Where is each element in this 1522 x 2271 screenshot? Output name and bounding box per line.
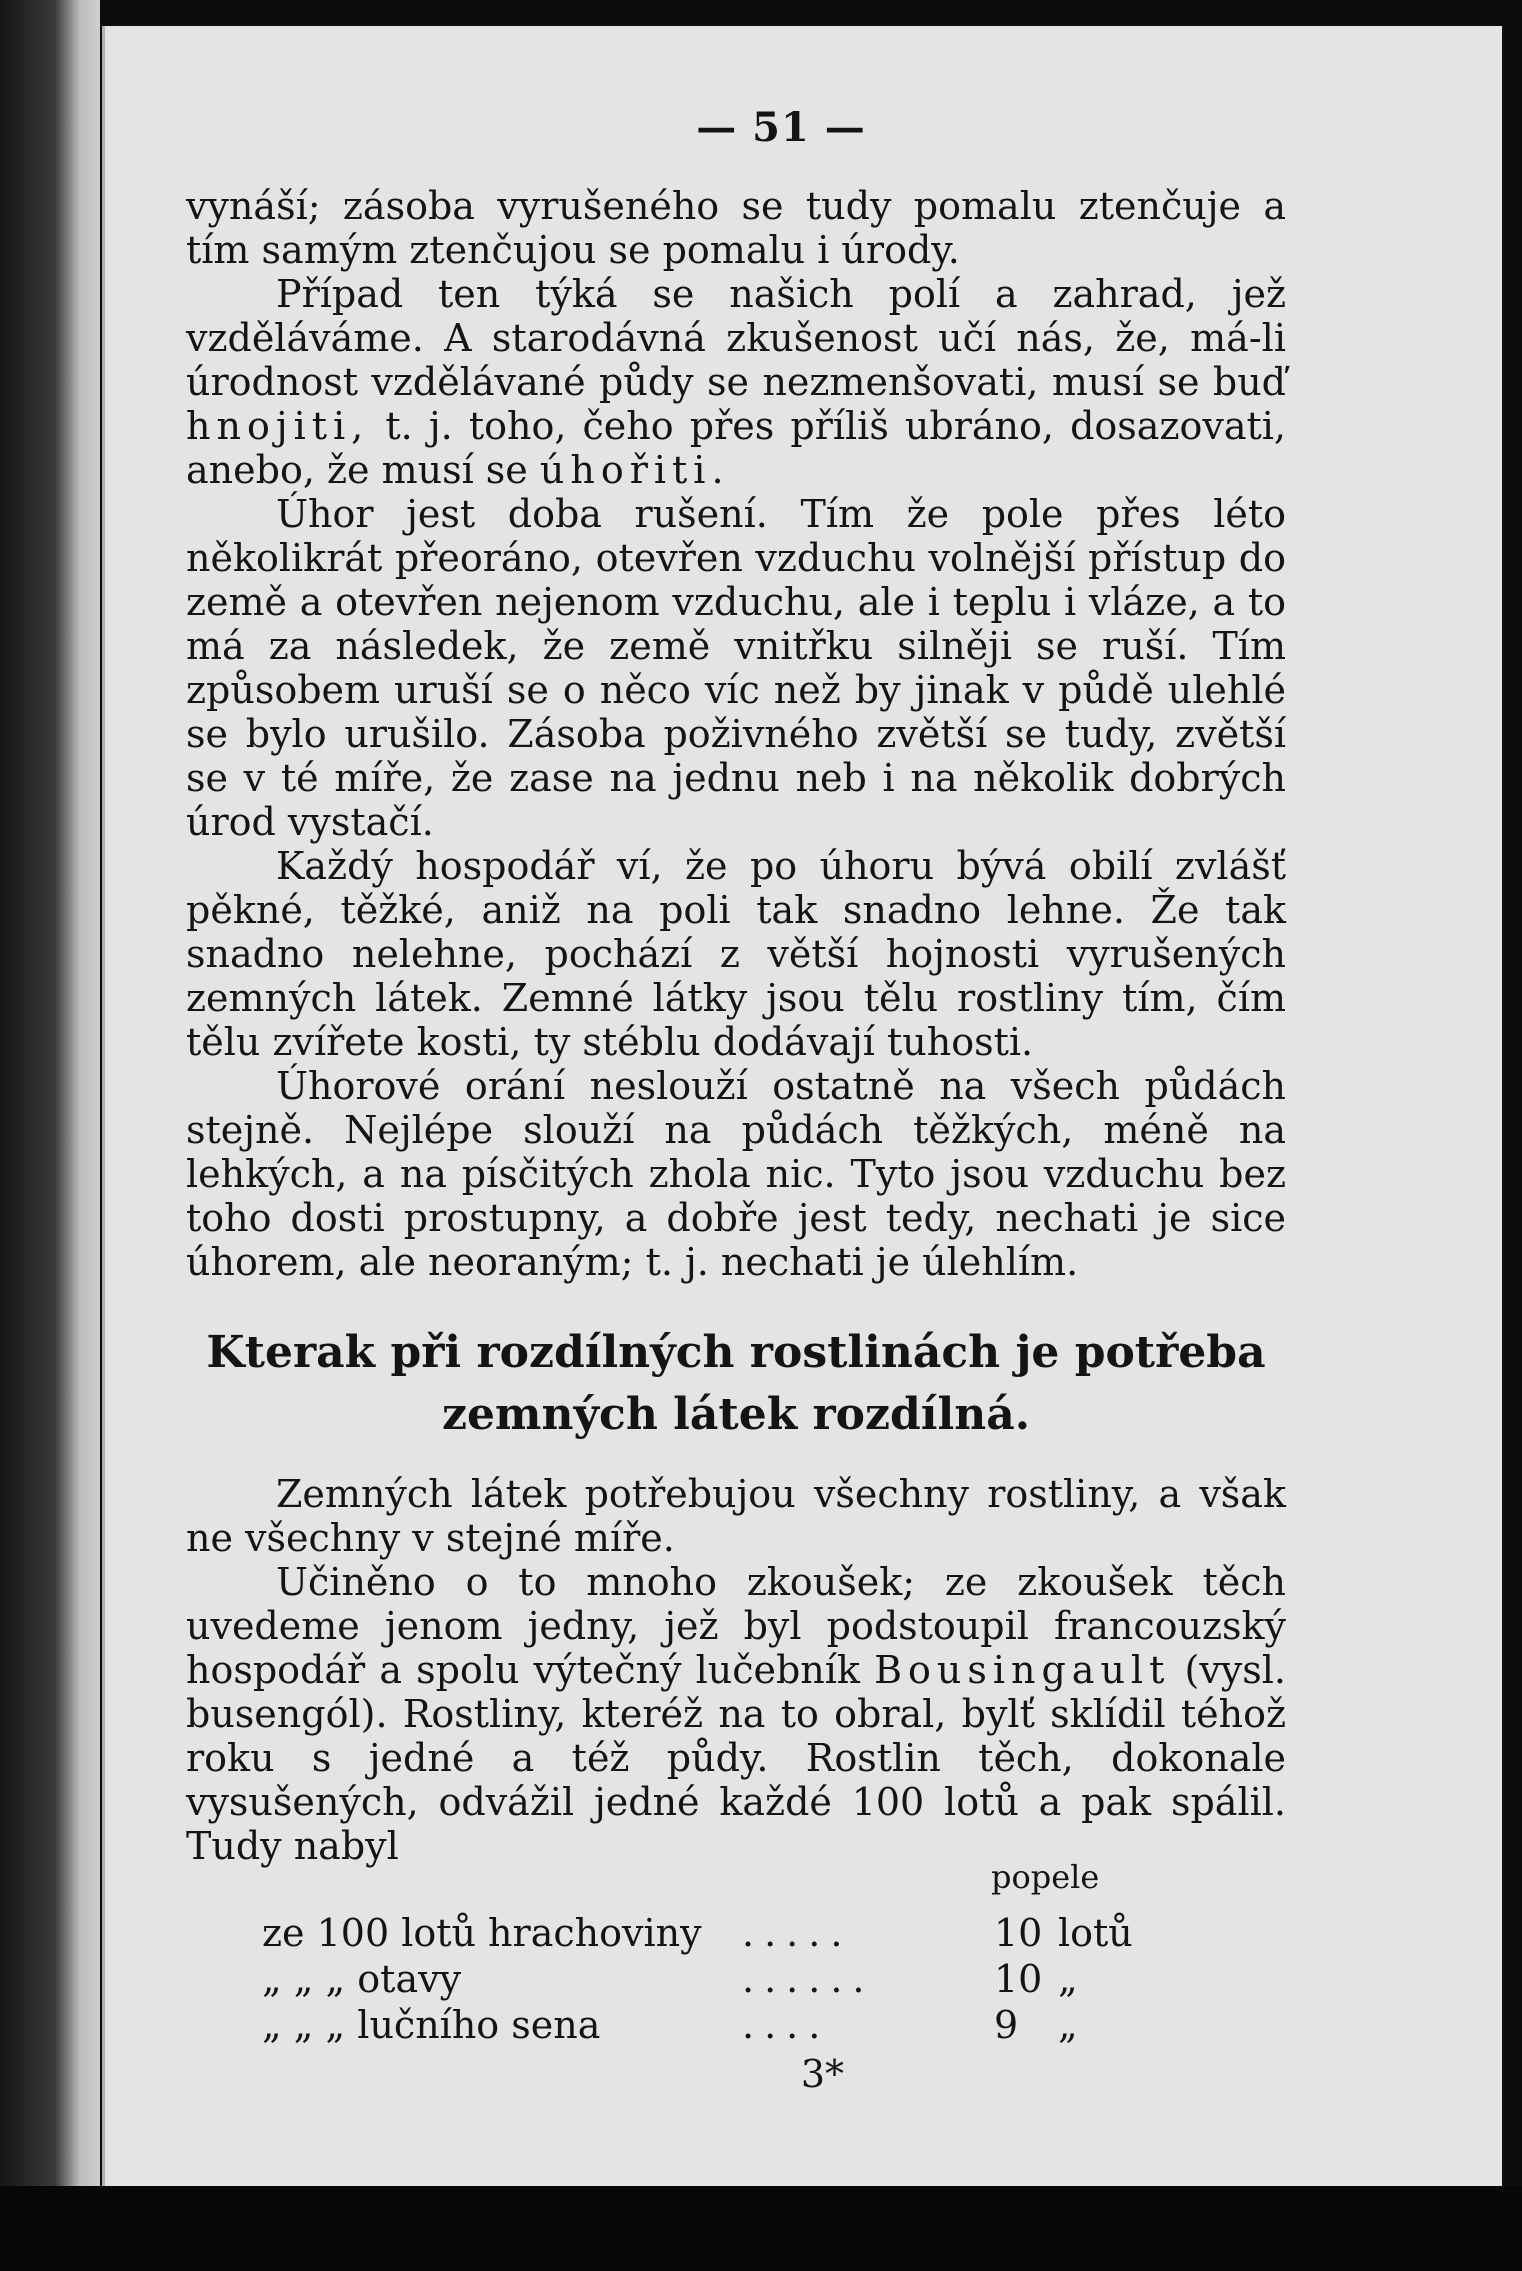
row-value: 10 — [994, 1957, 1043, 2001]
section-heading: Kterak při rozdílných rostlinách je potřeba zemných látek rozdílná. — [206, 1327, 1266, 1440]
paragraph-4: Každý hospodář ví, že po úhoru bývá obilí zvlášť pěkné, těžké, aniž na poli tak snadno lehne. Že tak snadno nelehne, pochází z větší hojnosti vyrušených zemných látek. Zemné látky jsou tělu rostliny tím, čím tělu zvířete kosti, ty stéblu dodávají tuhosti. — [186, 844, 1286, 1064]
paragraph-5: Úhorové orání neslouží ostatně na všech půdách stejně. Nejlépe slouží na půdách těžkých, méně na lehkých, a na písčitých zhola nic. Tyto jsou vzduchu bez toho dosti prostupny, a dobře jest tedy, nechati je sice úhorem, ale neoraným; t. j. nechati je úlehlím. — [186, 1064, 1286, 1284]
paragraph-7-end: (vysl. busengól). Rostliny, kteréž na to obral, bylť sklídil téhož roku s jedné a též půdy. Rostlin těch, dokonale vysušených, odvážil jedné každé 100 lotů a pak spálil. Tudy nabyl — [186, 1648, 1286, 1868]
row-dots: ..... — [742, 1911, 853, 1955]
paragraph-7 — [186, 1560, 1286, 1868]
table-row — [186, 2002, 1286, 2048]
row-unit: „ — [1058, 2003, 1078, 2047]
table-header: popele — [991, 1858, 1100, 1896]
paragraph-3: Úhor jest doba rušení. Tím že pole přes léto několikrát přeoráno, otevřen vzduchu volnější přístup do země a otevřen nejenom vzduchu, ale i teplu i vláze, a to má za následek, že země vnitřku silněji se ruší. Tím způsobem uruší se o něco víc než by jinak v půdě ulehlé se bylo urušilo. Zásoba poživného zvětší se tudy, zvětší se v té míře, že zase na jednu neb i na několik dobrých úrod vystačí. — [186, 492, 1286, 844]
signature-mark: 3* — [800, 2052, 844, 2096]
paragraph-2-start: Případ ten týká se našich polí a zahrad, jež vzděláváme. A starodávná zkušenost učí nás, že, má-li úrodnost vzdělávané půdy se nezmenšovati, musí se buď — [186, 272, 1286, 404]
emphasis-uhoriti: úhořiti. — [539, 448, 730, 492]
row-label: ze 100 lotů hrachoviny — [262, 1911, 702, 1955]
row-value: 9 — [994, 2003, 1019, 2047]
paragraph-2-mid: t. j. toho, čeho přes příliš ubráno, dosazovati, anebo, že musí se — [186, 404, 1286, 492]
book-gutter — [0, 0, 100, 2271]
row-unit: lotů — [1058, 1911, 1133, 1955]
emphasis-hnojiti: hnojiti, — [186, 404, 370, 448]
paragraph-7-start: Učiněno o to mnoho zkoušek; ze zkoušek těch uvedeme jenom jedny, jež byl podstoupil francouzský hospodář a spolu výtečný lučebník — [186, 1560, 1286, 1692]
row-dots: .... — [742, 2003, 831, 2047]
paragraph-1: vynáší; zásoba vyrušeného se tudy pomalu ztenčuje a tím samým ztenčujou se pomalu i úrody. — [186, 184, 1286, 272]
paragraph-2 — [186, 272, 1286, 492]
table-row — [186, 1956, 1286, 2002]
row-value: 10 — [994, 1911, 1043, 1955]
name-bousingault: Bousingault — [874, 1648, 1171, 1692]
row-unit: „ — [1058, 1957, 1078, 2001]
paragraph-6: Zemných látek potřebujou všechny rostliny, a však ne všechny v stejné míře. — [186, 1472, 1286, 1560]
page-content — [186, 86, 1286, 2096]
row-label: „ „ „ otavy — [262, 1957, 462, 2001]
row-label: „ „ „ lučního sena — [262, 2003, 601, 2047]
page-number: — 51 — — [696, 104, 866, 151]
row-dots: ...... — [742, 1957, 875, 2001]
ash-table — [186, 1858, 1286, 2048]
bottom-edge — [0, 2186, 1522, 2271]
table-row — [186, 1910, 1286, 1956]
